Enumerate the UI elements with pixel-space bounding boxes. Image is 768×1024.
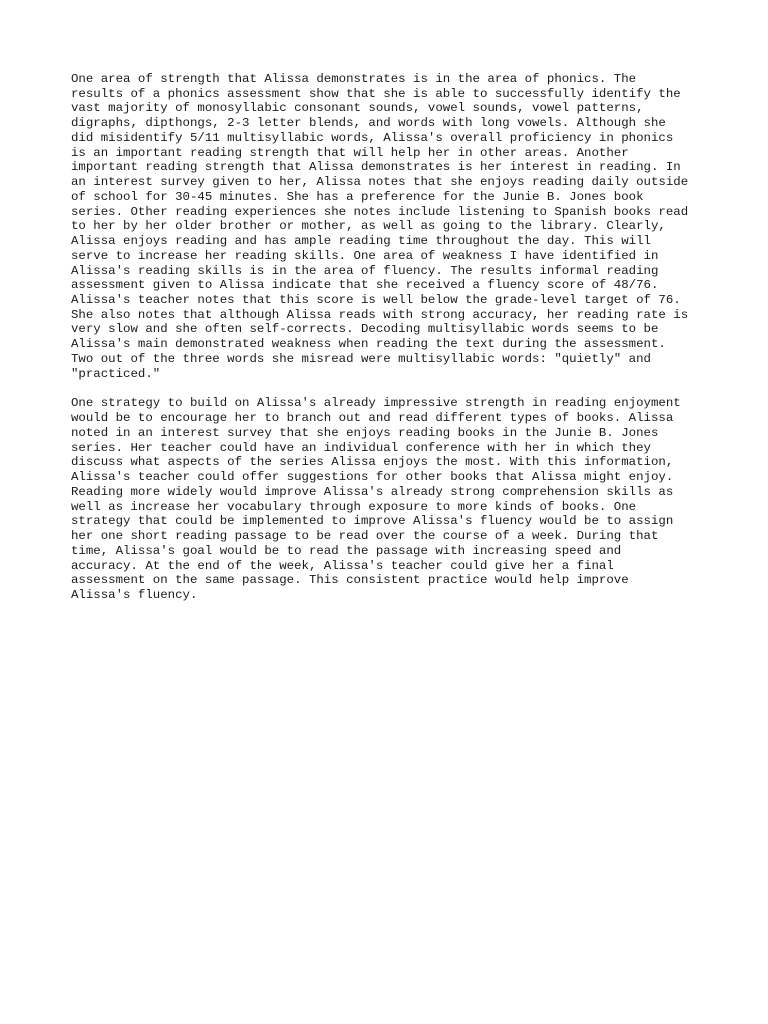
text-line: Alissa enjoys reading and has ample reading time throughout the day. This will	[71, 234, 651, 249]
text-line: digraphs, dipthongs, 2-3 letter blends, and words with long vowels. Although she	[71, 116, 666, 131]
text-line: Reading more widely would improve Alissa's already strong comprehension skills as	[71, 484, 674, 499]
text-line: She also notes that although Alissa reads with strong accuracy, her reading rate is	[71, 307, 689, 322]
text-line: "practiced."	[71, 366, 161, 381]
text-line: discuss what aspects of the series Alissa enjoys the most. With this information,	[71, 455, 674, 470]
text-line: series. Her teacher could have an individual conference with her in which they	[71, 440, 651, 455]
text-line: very slow and she often self-corrects. Decoding multisyllabic words seems to be	[71, 322, 659, 337]
text-line: Alissa's fluency.	[71, 587, 198, 602]
text-line: Alissa's teacher notes that this score is well below the grade-level target of 76.	[71, 293, 681, 308]
text-line: results of a phonics assessment show that she is able to successfully identify the	[71, 86, 681, 101]
text-line: an interest survey given to her, Alissa notes that she enjoys reading daily outside	[71, 175, 689, 190]
text-line: would be to encourage her to branch out and read different types of books. Alissa	[71, 411, 674, 426]
text-line: strategy that could be implemented to improve Alissa's fluency would be to assign	[71, 514, 674, 529]
text-line: her one short reading passage to be read over the course of a week. During that	[71, 529, 659, 544]
text-line: is an important reading strength that will help her in other areas. Another	[71, 145, 629, 160]
text-line: important reading strength that Alissa demonstrates is her interest in reading. In	[71, 160, 681, 175]
text-line: Alissa's reading skills is in the area of fluency. The results informal reading	[71, 263, 659, 278]
text-line: vast majority of monosyllabic consonant sounds, vowel sounds, vowel patterns,	[71, 101, 644, 116]
document-page	[71, 72, 711, 603]
text-line: noted in an interest survey that she enjoys reading books in the Junie B. Jones	[71, 425, 659, 440]
text-line: accuracy. At the end of the week, Alissa's teacher could give her a final	[71, 558, 614, 573]
text-line: Alissa's main demonstrated weakness when reading the text during the assessment.	[71, 337, 666, 352]
text-line: of school for 30-45 minutes. She has a preference for the Junie B. Jones book	[71, 189, 644, 204]
text-line: time, Alissa's goal would be to read the passage with increasing speed and	[71, 543, 622, 558]
text-line: well as increase her vocabulary through exposure to more kinds of books. One	[71, 499, 637, 514]
text-line: assessment given to Alissa indicate that she received a fluency score of 48/76.	[71, 278, 659, 293]
text-line: Two out of the three words she misread were multisyllabic words: "quietly" and	[71, 351, 651, 366]
paragraph-strategies	[71, 396, 711, 602]
text-line: to her by her older brother or mother, as well as going to the library. Clearly,	[71, 219, 666, 234]
paragraph-strengths-weaknesses	[71, 72, 711, 381]
text-line: One area of strength that Alissa demonstrates is in the area of phonics. The	[71, 72, 637, 86]
text-line: assessment on the same passage. This consistent practice would help improve	[71, 573, 629, 588]
text-line: series. Other reading experiences she notes include listening to Spanish books read	[71, 204, 689, 219]
text-line: serve to increase her reading skills. One area of weakness I have identified in	[71, 248, 659, 263]
text-line: did misidentify 5/11 multisyllabic words, Alissa's overall proficiency in phonics	[71, 130, 674, 145]
text-line: Alissa's teacher could offer suggestions for other books that Alissa might enjoy.	[71, 470, 674, 485]
text-line: One strategy to build on Alissa's already impressive strength in reading enjoyment	[71, 396, 681, 411]
